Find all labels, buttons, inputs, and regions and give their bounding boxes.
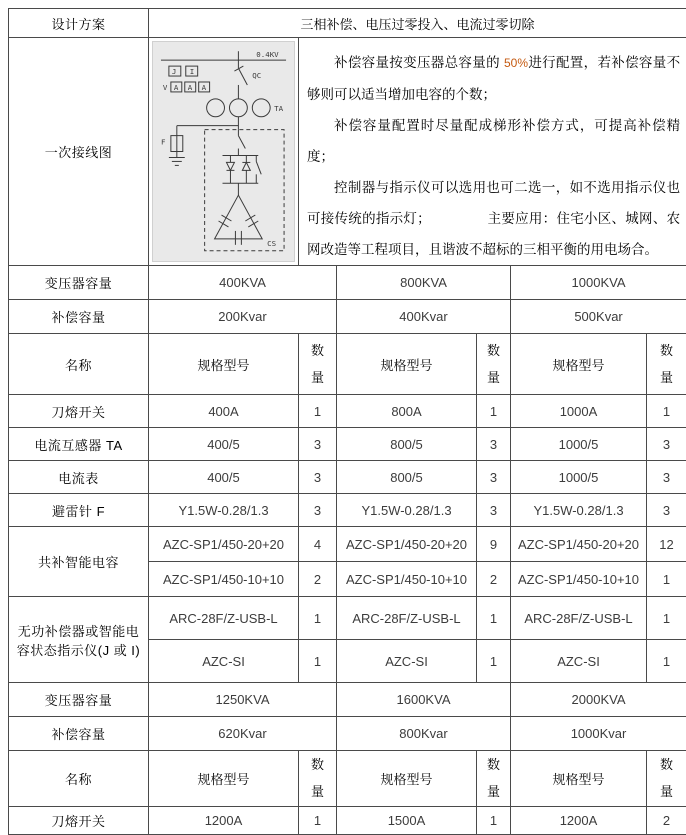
table-row	[9, 428, 686, 461]
transformer-capacity-value: 1600KVA	[337, 683, 511, 717]
row-label: 电流表	[9, 461, 149, 494]
ct-circle-3	[252, 99, 270, 117]
compensation-capacity-value: 620Kvar	[149, 717, 337, 751]
table-row	[9, 806, 686, 834]
qty-cell: 3	[477, 428, 511, 461]
row-label: 无功补偿器或智能电容状态指示仪(J 或 I)	[9, 597, 149, 683]
spec-cell: AZC-SI	[149, 640, 299, 683]
row-label: 刀熔开关	[9, 806, 149, 834]
compensation-capacity-value: 400Kvar	[337, 300, 511, 334]
table-row	[9, 597, 686, 640]
row-label: 刀熔开关	[9, 395, 149, 428]
header-spec: 规格型号	[511, 334, 647, 395]
qty-cell: 2	[299, 562, 337, 597]
note-paragraph-3	[307, 172, 680, 265]
qty-cell: 1	[477, 640, 511, 683]
scr2-triangle	[242, 162, 250, 170]
compensation-capacity-value: 1000Kvar	[511, 717, 686, 751]
spec-cell: Y1.5W-0.28/1.3	[511, 494, 647, 527]
header-qty	[647, 334, 686, 395]
qty-cell: 3	[477, 494, 511, 527]
header-spec: 规格型号	[149, 334, 299, 395]
transformer-capacity-row-2	[9, 683, 686, 717]
note1-pre: 补偿容量按变压器总容量的	[334, 55, 504, 70]
qty-cell: 9	[477, 527, 511, 562]
qty-cell: 3	[647, 461, 686, 494]
header-spec: 规格型号	[337, 751, 477, 807]
ammeter-2-label: A	[188, 83, 193, 92]
notes-cell	[299, 38, 686, 266]
qty-cell: 3	[647, 494, 686, 527]
header-qty	[477, 334, 511, 395]
spec-cell: ARC-28F/Z-USB-L	[511, 597, 647, 640]
qty-cell: 1	[647, 597, 686, 640]
header-qty	[299, 334, 337, 395]
transformer-capacity-value: 1250KVA	[149, 683, 337, 717]
one-line-diagram-svg	[153, 42, 294, 261]
ct-circle-1	[207, 99, 225, 117]
table-row	[9, 527, 686, 562]
spec-cell: 800/5	[337, 428, 477, 461]
header-qty	[647, 751, 686, 807]
indicator-i-label: I	[190, 67, 194, 76]
notes-text	[299, 39, 686, 265]
qty-cell: 2	[647, 806, 686, 834]
table-header-row-2	[9, 751, 686, 807]
spec-cell: 1200A	[511, 806, 647, 834]
header-spec: 规格型号	[149, 751, 299, 807]
header-name: 名称	[9, 751, 149, 807]
transformer-capacity-value: 2000KVA	[511, 683, 686, 717]
spec-cell: AZC-SP1/450-20+20	[511, 527, 647, 562]
note3-text: 控制器与指示仪可以选用也可二选一，如不选用指示仪也可接传统的指示灯；	[307, 180, 680, 226]
compensation-capacity-value: 500Kvar	[511, 300, 686, 334]
cs-module-outline	[205, 130, 284, 251]
qty-cell: 1	[477, 395, 511, 428]
cap-plate-left-1	[222, 215, 232, 221]
spec-cell: AZC-SP1/450-10+10	[337, 562, 477, 597]
meter-v-label: V	[163, 83, 168, 92]
note1-post: 进行配置，若补偿容量不够则可以适当增加电容的个数；	[307, 55, 680, 102]
qty-cell: 12	[647, 527, 686, 562]
compensation-capacity-row-2	[9, 717, 686, 751]
qty-cell: 1	[647, 562, 686, 597]
qty-cell: 1	[477, 806, 511, 834]
transformer-capacity-row-1	[9, 266, 686, 300]
header-qty-text: 数量	[486, 337, 500, 392]
qty-cell: 1	[477, 597, 511, 640]
transformer-capacity-label: 变压器容量	[9, 683, 149, 717]
delta-triangle	[215, 195, 263, 239]
note4-text: 主要应用：住宅小区、城网、农网改造等工程项目，且谐波不超标的三相平衡的用电场合。	[307, 211, 680, 257]
voltage-label: 0.4KV	[256, 50, 279, 59]
compensation-capacity-value: 800Kvar	[337, 717, 511, 751]
qty-cell: 1	[647, 640, 686, 683]
cs-switch-blade	[238, 136, 245, 149]
ammeter-1-label: A	[174, 83, 179, 92]
spec-cell: 800/5	[337, 461, 477, 494]
qty-cell: 1	[299, 640, 337, 683]
qty-cell: 2	[477, 562, 511, 597]
header-spec: 规格型号	[337, 334, 477, 395]
spec-cell: ARC-28F/Z-USB-L	[149, 597, 299, 640]
indicator-j-label: J	[172, 67, 176, 76]
note1-percent: 50%	[504, 56, 528, 70]
one-line-diagram	[152, 41, 295, 262]
wiring-diagram-label: 一次接线图	[9, 38, 149, 266]
spec-cell: AZC-SI	[337, 640, 477, 683]
header-qty-text: 数量	[310, 751, 324, 806]
spec-cell: AZC-SP1/450-20+20	[337, 527, 477, 562]
bypass-blade	[256, 161, 261, 174]
spec-cell: Y1.5W-0.28/1.3	[149, 494, 299, 527]
transformer-capacity-value: 800KVA	[337, 266, 511, 300]
qty-cell: 4	[299, 527, 337, 562]
spec-cell: 1000A	[511, 395, 647, 428]
compensation-capacity-label: 补偿容量	[9, 300, 149, 334]
compensation-capacity-label: 补偿容量	[9, 717, 149, 751]
qty-cell: 3	[477, 461, 511, 494]
qty-cell: 3	[299, 461, 337, 494]
ta-label: TA	[274, 104, 283, 113]
qty-cell: 3	[647, 428, 686, 461]
transformer-capacity-value: 1000KVA	[511, 266, 686, 300]
transformer-capacity-value: 400KVA	[149, 266, 337, 300]
header-qty-text: 数量	[486, 751, 500, 806]
note-paragraph-2: 补偿容量配置时尽量配成梯形补偿方式，可提高补偿精度；	[307, 110, 680, 172]
spec-cell: 1500A	[337, 806, 477, 834]
table-row	[9, 395, 686, 428]
header-qty	[477, 751, 511, 807]
qc-label: QC	[252, 71, 261, 80]
ct-circle-2	[229, 99, 247, 117]
qty-cell: 1	[299, 395, 337, 428]
spec-cell: AZC-SP1/450-20+20	[149, 527, 299, 562]
wiring-diagram-cell	[149, 38, 299, 266]
compensation-spec-table	[8, 8, 686, 835]
qty-cell: 1	[299, 806, 337, 834]
wiring-diagram-row	[9, 38, 686, 266]
row-label: 共补智能电容	[9, 527, 149, 597]
qty-cell: 3	[299, 428, 337, 461]
cs-label: CS	[267, 239, 276, 248]
spec-cell: ARC-28F/Z-USB-L	[337, 597, 477, 640]
design-scheme-row	[9, 9, 686, 38]
spec-cell: 400/5	[149, 428, 299, 461]
spec-cell: AZC-SP1/450-10+10	[149, 562, 299, 597]
spec-cell: AZC-SP1/450-10+10	[511, 562, 647, 597]
spec-cell: 1000/5	[511, 428, 647, 461]
table-row	[9, 461, 686, 494]
cap-plate-right-1	[245, 215, 255, 221]
table-header-row-1	[9, 334, 686, 395]
header-spec: 规格型号	[511, 751, 647, 807]
qc-tick	[234, 66, 243, 71]
design-scheme-value: 三相补偿、电压过零投入、电流过零切除	[149, 9, 686, 38]
scr1-triangle	[226, 162, 234, 170]
spec-cell: 400A	[149, 395, 299, 428]
qty-cell: 1	[299, 597, 337, 640]
f-label: F	[161, 138, 166, 147]
design-scheme-label: 设计方案	[9, 9, 149, 38]
table-row	[9, 494, 686, 527]
spec-cell: 400/5	[149, 461, 299, 494]
qty-cell: 3	[299, 494, 337, 527]
row-label: 避雷针 F	[9, 494, 149, 527]
compensation-capacity-row-1	[9, 300, 686, 334]
compensation-capacity-value: 200Kvar	[149, 300, 337, 334]
spec-cell: 800A	[337, 395, 477, 428]
ammeter-3-label: A	[202, 83, 207, 92]
qc-blade	[238, 68, 247, 85]
header-qty-text: 数量	[659, 337, 673, 392]
header-qty-text: 数量	[310, 337, 324, 392]
header-qty	[299, 751, 337, 807]
transformer-capacity-label: 变压器容量	[9, 266, 149, 300]
qty-cell: 1	[647, 395, 686, 428]
header-qty-text: 数量	[659, 751, 673, 806]
row-label: 电流互感器 TA	[9, 428, 149, 461]
spec-cell: Y1.5W-0.28/1.3	[337, 494, 477, 527]
header-name: 名称	[9, 334, 149, 395]
spec-cell: 1200A	[149, 806, 299, 834]
spec-cell: 1000/5	[511, 461, 647, 494]
spec-cell: AZC-SI	[511, 640, 647, 683]
note-paragraph-1	[307, 47, 680, 110]
